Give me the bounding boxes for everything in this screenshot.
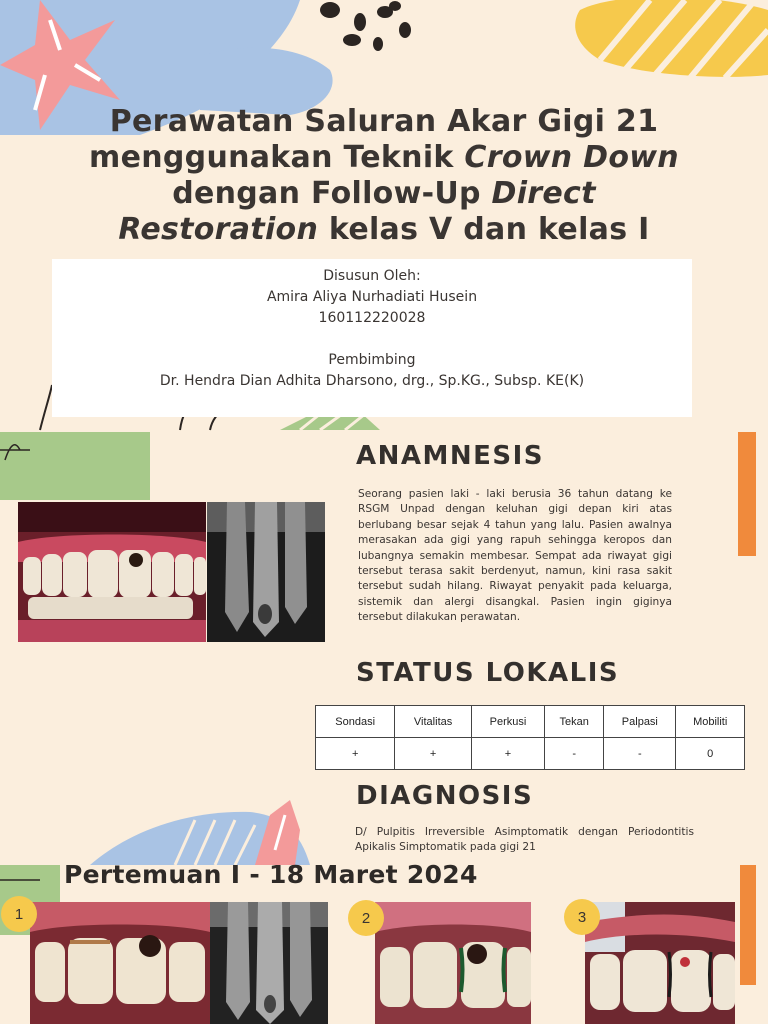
anamnesis-text: Seorang pasien laki - laki berusia 36 tahun datang ke RSGM Unpad dengan keluhan gigi depan kiri atas berlubang besar sejak 4 tahun yang lalu. Pasien awalnya merasakan ada gigi yang rapuh sehingga keropos dan lubangnya semakin membesar. Sempat ada riwayat gigi tersebut terasa sakit berdenyut, namun, kini rasa sakit tersebut sudah hilang. Riwayat penyakit pada keluarga, sistemik dan alergi disangkal. Pasien ingin giginya tersebut dilakukan perawatan. xyxy=(358,488,672,624)
title-line-3-text: dengan Follow-Up xyxy=(172,176,492,211)
table-header-cell: Vitalitas xyxy=(395,706,472,738)
author-id: 160112220028 xyxy=(318,310,426,326)
step-badge-3: 3 xyxy=(564,899,600,935)
meeting-xray xyxy=(210,902,328,1024)
title-line-2-text: menggunakan Teknik xyxy=(89,140,465,175)
table-cell: 0 xyxy=(676,738,745,770)
table-header-cell: Sondasi xyxy=(316,706,395,738)
title-line-4-text: kelas V dan kelas I xyxy=(318,212,650,247)
table-cell: + xyxy=(316,738,395,770)
status-lokalis-table xyxy=(315,705,745,770)
author-name: Amira Aliya Nurhadiati Husein xyxy=(266,289,478,305)
meeting-title: Pertemuan I - 18 Maret 2024 xyxy=(64,860,478,889)
advisor-name: Dr. Hendra Dian Adhita Dharsono, drg., Sp.KG., Subsp. KE(K) xyxy=(159,373,585,389)
diagnosis-heading: DIAGNOSIS xyxy=(356,781,534,811)
table-cell: + xyxy=(395,738,472,770)
author-box xyxy=(52,259,692,417)
step-badge-1: 1 xyxy=(1,896,37,932)
author-label: Disusun Oleh: xyxy=(323,268,421,284)
title-line-1: Perawatan Saluran Akar Gigi 21 xyxy=(109,104,659,139)
spots-icon xyxy=(320,1,411,51)
table-header-row xyxy=(316,706,745,738)
title-line-2 xyxy=(30,140,738,176)
table-cell: + xyxy=(471,738,544,770)
advisor-label: Pembimbing xyxy=(328,352,416,368)
meeting-photo-2 xyxy=(375,902,531,1024)
table-header-cell: Tekan xyxy=(545,706,604,738)
meeting-photo-1 xyxy=(30,902,210,1024)
anamnesis-heading: ANAMNESIS xyxy=(356,441,545,471)
page-title xyxy=(30,104,738,248)
yellow-striped-shape xyxy=(575,0,768,78)
meeting-photo-3 xyxy=(585,902,735,1024)
table-header-cell: Mobiliti xyxy=(676,706,745,738)
title-line-4-italic: Restoration xyxy=(118,212,319,247)
table-cell: - xyxy=(545,738,604,770)
diagnosis-text: D/ Pulpitis Irreversible Asimptomatik dengan Periodontitis Apikalis Simptomatik pada gigi 21 xyxy=(355,826,694,854)
title-line-3-italic: Direct xyxy=(491,176,596,211)
title-line-4 xyxy=(30,212,738,248)
table-header-cell: Palpasi xyxy=(604,706,676,738)
title-line-3 xyxy=(30,176,738,212)
title-line-2-italic: Crown Down xyxy=(464,140,679,175)
intraoral-photo xyxy=(18,502,206,642)
step-badge-2: 2 xyxy=(348,900,384,936)
table-row xyxy=(316,738,745,770)
table-header-cell: Perkusi xyxy=(471,706,544,738)
status-lokalis-heading: STATUS LOKALIS xyxy=(356,658,620,688)
xray-photo xyxy=(207,502,325,642)
table-cell: - xyxy=(604,738,676,770)
